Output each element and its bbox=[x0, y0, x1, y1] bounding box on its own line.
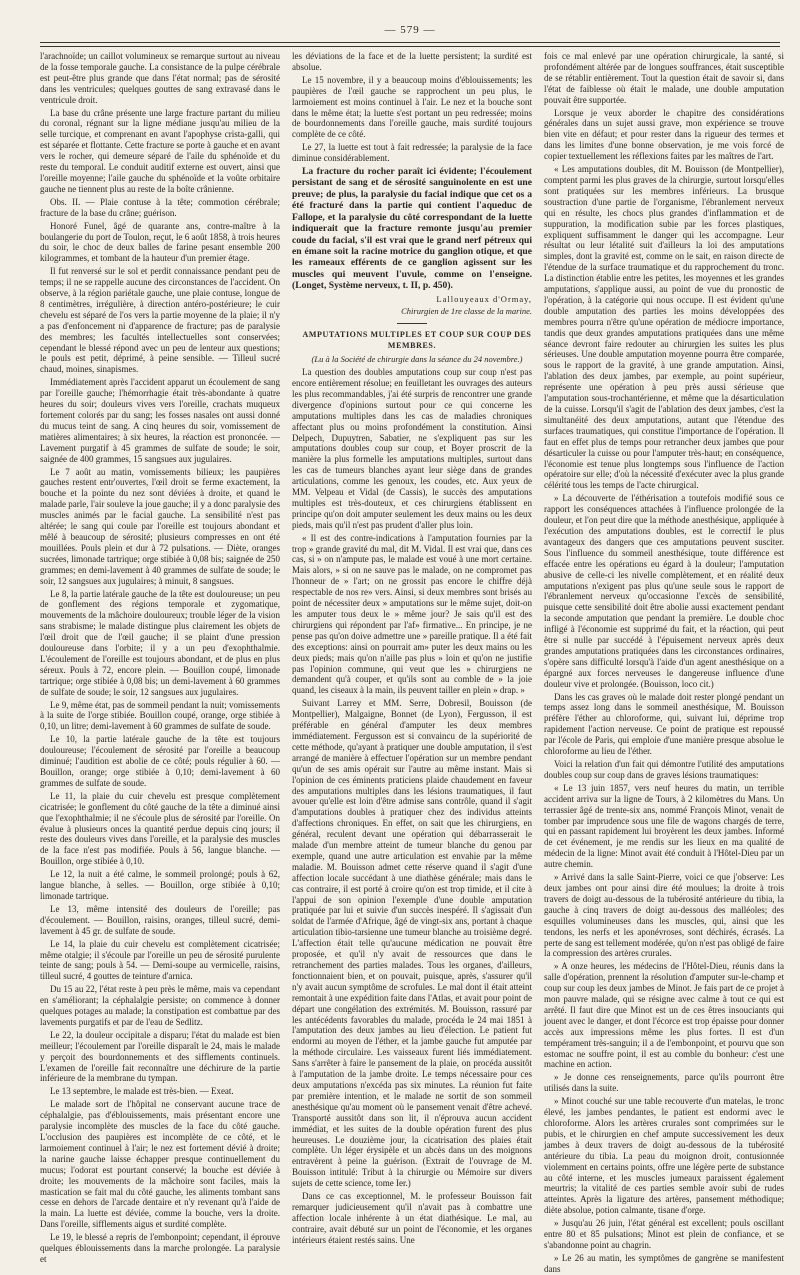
quotation-paragraph: » Minot couché sur une table recouverte d'un matelas, le tronc élevé, les jambes pendantes, le patient est endormi avec le chloroforme. Alors les artères crurales sont comprimées sur le pubis, et le chirurgien en chef ampute successivement les deux jambes à deux travers de doigt au-dessous de la tubérosité antérieure du tibia. La peau du moignon droit, contusionnée violemment en certains points, offre une légère perte de substance au côté interne, et les muscles jumeaux paraissent également meurtris; la vitalité de ces parties semble avoir subi de rudes atteintes. Après la ligature des artères, pansement méthodique; diète absolue, potion calmante, tisane d'orge. bbox=[544, 1096, 784, 1216]
column-middle bbox=[292, 51, 532, 1245]
text-paragraph: Le 13 septembre, le malade est très-bien. — Exeat. bbox=[50, 1086, 234, 1097]
quotation-paragraph: » A onze heures, les médecins de l'Hôtel-Dieu, réunis dans la salle d'opération, prennent la résolution d'amputer sur-le-champ et coup sur coup les deux jambes de Minot. Je fais part de ce projet à mon pauvre malade, qui se résigne avec calme à tout ce qui est arrêté. Il faut dire que Minot est un de ces êtres insouciants qui jouent avec le danger, et dont l'écorce est trop épaisse pour donner accès aux impressions même les plus fortes. Il est d'un tempérament très-sanguin; il a de l'embonpoint, et pourvu que son estomac ne souffre point, il est au comble du bonheur: c'est une machine en action. bbox=[544, 961, 784, 1070]
text-paragraph: l'arachnoïde; un caillot volumineux se remarque surtout au niveau de la fosse temporale gauche. La consistance de la pulpe cérébrale est peut-être plus grande que dans l'état normal; pas de sérosité dans les ventricules; quelques gouttes de sang extravasé dans le ventricule droit. bbox=[40, 51, 280, 105]
text-paragraph: fois ce mal enlevé par une opération chirurgicale, la santé, si profondément altérée par de longues souffrances, était susceptible de se rétablir entièrement. Tout la question était de savoir si, dans l'état de faiblesse où était le malade, une double amputation pouvait être supportée. bbox=[544, 51, 784, 105]
text-paragraph: les déviations de la face et de la luette persistent; la surdité est absolue. bbox=[292, 51, 532, 72]
text-paragraph: Honoré Funel, âgé de quarante ans, contre-maître à la boulangerie du port de Toulon, reçut, le 6 août 1858, à trois heures du soir, le choc de deux balles de farine pesant ensemble 200 kilogrammes, et tombant de la hauteur d'un premier étage. bbox=[40, 220, 280, 264]
quotation-paragraph: « Il est des contre-indications à l'amputation fournies par la trop » grande gravité du mal, dit M. Vidal. Il est vrai que, dans ces cas, si » on n'ampute pas, le malade est voué à une mort certaine. Mais alors, » si on ne sauve pas le malade, on ne compromet pas l'honneur de » l'art; on ne grossit pas encore le chiffre déjà respectable de nos re» vers. Ainsi, si deux membres sont brisés au point de nécessiter deux » amputations sur le même sujet, doit-on les amputer tous deux le » même jour? Je sais qu'il est des chirurgiens qui répondent par l'af» firmative... En principe, je ne pense pas qu'on doive admettre une » pareille pratique. Il a été fait des exceptions: ainsi on pourrait am» puter les deux mains ou les deux pieds; mais qu'on n'aille pas plus » loin et qu'on ne justifie pas l'opinion commune, qui veut que les » chirurgiens ne demandent qu'à couper, et qu'ils sont au comble de » la joie quand, les ciseaux à la main, ils peuvent tailler en plein » drap. » bbox=[292, 532, 532, 696]
text-paragraph: Lorsque je veux aborder le chapitre des considérations générales dans un sujet aussi grave, mon expérience se trouve bien vite en défaut; et pour rester dans la rigueur des termes et dans les limites d'une bonne observation, je me vois forcé de copier textuellement les réflexions faites par les maîtres de l'art. bbox=[544, 107, 784, 162]
header-rule-thick bbox=[40, 42, 780, 43]
section-divider bbox=[397, 323, 427, 324]
page-number: — 579 — bbox=[384, 24, 436, 36]
quotation-paragraph: « Les amputations doubles, dit M. Bouisson (de Montpellier), comptent parmi les plus graves de la chirurgie, surtout lorsqu'elles sont pratiquées sur les membres inférieurs. La brusque soustraction d'une partie de l'organisme, l'ébranlement nerveux qui en résulte, les chocs plus grandes d'inflammation et de suppuration, la modification subie par les forces plastiques, expliquent suffisamment le danger qui les accompagne. Leur résultat ou leur létalité suit d'ailleurs la loi des amputations simples, dont la gravité est, comme on le sait, en raison directe de l'étendue de la surface traumatique et du rapprochement du tronc. La distinction établie entre les petites, les moyennes et les grandes amputations, s'applique aussi, au point de vue du pronostic de l'opération, à la catégorie qui nous occupe. Il est évident qu'une double amputation des parties les moins développées des membres pourra n'être qu'une opération de médiocre importance, tandis que deux grandes amputations pratiquées dans une même séance devront faire redouter au chirurgien les suites les plus sérieuses. Une double amputation moyenne pourra être comparée, sous le rapport de la gravité, à une grande amputation. Ainsi, l'ablation des deux jambes, par exemple, au point supérieur, représente une opération à peu près aussi sérieuse que l'amputation sous-trochantérienne, et même que la désarticulation de la cuisse. Lorsqu'il s'agit de l'ablation des deux jambes, c'est la simultanéité des deux amputations, autant que l'étendue des surfaces traumatiques, qui constitue l'importance de l'opération. Il faut en effet plus de temps pour retrancher deux jambes que pour désarticuler la cuisse ou pour l'amputer très-haut; en conséquence, l'économie est tenue plus longtemps sous l'influence de l'action opératoire sur elle; d'où la nécessité d'exécuter avec la plus grande célérité tous les temps de l'acte chirurgical. bbox=[544, 164, 784, 491]
section-title: AMPUTATIONS MULTIPLES ET COUP SUR COUP DES MEMBRES. bbox=[302, 330, 532, 351]
text-paragraph: Le 19, le blessé a repris de l'embonpoint; cependant, il éprouve quelques éblouissements dans la marche prolongée. La paralysie et bbox=[40, 1232, 280, 1264]
text-paragraph: Le 14, la plaie du cuir chevelu est complètement cicatrisée; même otalgie; il s'écoule par l'oreille un peu de sérosité purulente teinte de sang; pouls à 54. — Demi-soupe au vermicelle, raisins, tilleul sucré, 4 gouttes de teinture d'arnica. bbox=[40, 938, 280, 982]
text-paragraph: Le 11, la plaie du cuir chevelu est presque complètement cicatrisée; le gonflement du côté gauche de la tête a diminué ainsi que l'exophthalmie; il ne s'écoule plus de sérosité par l'oreille. On évalue à plusieurs onces la quantité perdue depuis cinq jours; il reste des douleurs vives dans l'oreille, et la paralysie des muscles de la face n'est pas modifiée. Pouls à 56, langue blanche. — Bouillon, orge stibiée à 0,10. bbox=[40, 790, 280, 867]
observation-heading: Obs. II. — Plaie contuse à la tête; commotion cérébrale; fracture de la base du crâne; guérison. bbox=[40, 196, 280, 218]
author-signature: Lallouyeaux d'Ormay, bbox=[436, 293, 532, 304]
text-paragraph: Le malade sort de l'hôpital ne conservant aucune trace de céphalalgie, pas d'éblouissements, mais présentant encore une paralysie incomplète des muscles de la face du côté gauche. L'occlusion des paupières est incomplète de ce côté, et le larmoiement continuel à l'air; le nez est fortement dévié à droite; la narine gauche laisse échapper presque continuellement du mucus; l'odorat est pourtant conservé; la bouche est déviée à droite; les mouvements de la mâchoire sont faciles, mais la mastication se fait mal du côté gauche, les aliments tombant sans cesse en dehors de l'arcade dentaire et n'y revenant qu'à l'aide de la main. La luette est déviée, comme la bouche, vers la droite. Dans l'oreille, sifflements aigus et surdité complète. bbox=[40, 1099, 280, 1230]
text-paragraph: Le 22, la douleur occipitale a disparu; l'état du malade est bien meilleur; l'écoulement par l'oreille disparaît le 24, mais le malade y perçoit des bourdonnements et des sifflements continuels. L'examen de l'oreille fait reconnaître une déchirure de la partie inférieure de la membrane du tympan. bbox=[40, 1029, 280, 1084]
page-header bbox=[40, 4, 780, 42]
text-paragraph: Le 13, même intensité des douleurs de l'oreille; pas d'écoulement. — Bouillon, raisins, oranges, tilleul sucré, demi-lavement à 45 gr. de sulfate de soude. bbox=[40, 903, 280, 936]
text-paragraph: Le 27, la luette est tout à fait redressée; la paralysie de la face diminue considérablement. bbox=[292, 142, 532, 164]
text-paragraph: La question des doubles amputations coup sur coup n'est pas encore entièrement résolue; en feuilletant les ouvrages des auteurs les plus recommandables, j'ai été surpris de rencontrer une grande divergence d'opinions surtout pour ce qui concerne les amputations multiples dans les cas de maladies chroniques affectant plus ou moins profondément la constitution. Ainsi Delpech, Dupuytren, Sabatier, ne s'expliquent pas sur les amputations doubles coup sur coup, et Boyer proscrit de la manière la plus formelle les amputations multiples, surtout dans les cas de tumeurs blanches ayant leur siège dans de grandes articulations, comme les genoux, les coudes, etc. Aux yeux de MM. Velpeau et Vidal (de Cassis), le succès des amputations multiples est très-douteux, et ces chirurgiens établissent en principe qu'on doit amputer seulement les deux mains ou les deux pieds, mais qu'il n'est pas prudent d'aller plus loin. bbox=[292, 367, 532, 530]
text-paragraph: Dans ce cas exceptionnel, M. le professeur Bouisson fait remarquer judicieusement qu'il n'avait pas à combattre une affection locale inhérente à un état diathésique. Le mal, au contraire, avait débuté sur un point de l'économie, et les organes intérieurs étaient restés sains. Une bbox=[292, 1191, 532, 1245]
text-paragraph: Le 7 août au matin, vomissements bilieux; les paupières gauches restent entr'ouvertes, l'œil droit se ferme exactement, la bouche et la pointe du nez sont déviées à droite, et quand le malade parle, l'air souleve la joue gauche; il y a donc paralysie des muscles animés par le facial gauche. La sensibilité n'est pas altérée; le sang qui coule par l'oreille est toujours abondant et mêlé à beaucoup de sérosité; plusieurs compresses en ont été mouillées. Pouls plein et dur à 72 pulsations. — Diète, oranges sucrées, limonade tartrique; orge stibiée à 0,08 bis; saignée de 250 grammes; en demi-lavement à 40 grammes de sulfate de soude; le soir, 12 sangsues aux jugulaires; à minuit, 8 sangsues. bbox=[40, 466, 280, 586]
column-left bbox=[40, 51, 280, 1264]
header-rule-thin bbox=[40, 46, 780, 47]
text-paragraph: Le 12, la nuit a été calme, le sommeil prolongé; pouls à 62, langue blanche, à selles. — Bouillon, orge stibiée à 0,10; limonade tartrique. bbox=[40, 869, 280, 901]
quotation-paragraph: » Arrivé dans la salle Saint-Pierre, voici ce que j'observe: Les deux jambes ont pour ainsi dire été moulues; la droite à trois travers de doigt au-dessous de la tubérosité antérieure du tibia, la gauche à cinq travers de doigt au-dessous des malléoles; des esquilles volumineuses dans les muscles, qui, ainsi que les tendons, les nerfs et les aponévroses, sont déchirés, écrasés. La perte de sang est tellement modérée, qu'on n'est pas obligé de faire la compression des artères crurales. bbox=[544, 872, 784, 959]
text-paragraph: Dans les cas graves où le malade doit rester plongé pendant un temps assez long dans le sommeil anesthésique, M. Bouisson préfère l'éther au chloroforme, qui, suivant lui, déprime trop rapidement l'action nerveuse. Ce point de pratique est repoussé par l'école de Paris, qui emploie d'une manière presque absolue le chloroforme au lieu de l'éther. bbox=[544, 691, 784, 757]
text-paragraph: Voici la relation d'un fait qui démontre l'utilité des amputations doubles coup sur coup dans de graves lésions traumatiques: bbox=[544, 759, 784, 780]
conclusion-paragraph: La fracture du rocher paraît ici évidente; l'écoulement persistant de sang et de sérosité sanguinolente en est une preuve; de plus, la paralysie du facial indique que cet os a été fracturé dans la partie qui contient l'aqueduc de Fallope, et la paralysie du côté correspondant de la luette indiquerait que la fracture remonte jusqu'au premier coude du facial, s'il est vrai que le grand nerf pétreux qui en émane soit la racine motrice du ganglion otique, et que les rameaux efférents de ce ganglion agissent sur les muscles qui meuvent l'uvule, comme on l'enseigne. (Longet, Système nerveux, t. II, p. 450). bbox=[292, 166, 532, 292]
text-paragraph: Suivant Larrey et MM. Serre, Dobresil, Bouisson (de Montpellier), Malgaigne, Bonnet (de Lyon), Fergusson, il est préférable en général d'amputer les deux membres immédiatement. Fergusson est si convaincu de la supériorité de cette méthode, qu'ayant à pratiquer une double amputation, il s'est arrangé de manière à effectuer l'opération sur un membre pendant qu'un de ses amis opérait sur l'autre au même instant. Mais si l'opinion de ces éminents praticiens plaide chaudement en faveur des amputations multiples dans les lésions traumatiques, il faut avouer qu'elle est loin d'être admise sans contrôle, quand il s'agit d'amputations doubles à pratiquer chez des individus atteints d'affections chroniques. En effet, on sait que les chirurgiens, en général, reculent devant une opération qui débarrasserait le malade d'un membre atteint de tumeur blanche du genou par exemple, quand une autre articulation est envahie par la même maladie. M. Bouisson admet cette réserve quand il s'agit d'une affection locale succédant à une diathèse générale; mais dans le cas contraire, il est porté à croire qu'on est trop timide, et il cite à l'appui de son opinion l'exemple d'une double amputation pratiquée par lui et suivie d'un succès inespéré. Il s'agissait d'un soldat de l'armée d'Afrique, âgé de vingt-six ans, portant à chaque articulation tibio-tarsienne une tumeur blanche au troisième degré. L'affection était telle qu'aucune médication ne pouvait être proposée, et qu'il n'y avait de ressources que dans le retranchement des parties malades. Tous les organes, d'ailleurs, fonctionnaient bien, et on pouvait, puisque, après, s'assurer qu'il n'y avait aucun symptôme de scrofules. Le mal dont il était atteint remontait à une expédition faite dans l'Atlas, et avait pour point de départ une congélation des extrémités. M. Bouisson, rassuré par les antécédents favorables du malade, procéda le 24 mai 1851 à l'amputation des deux jambes au lieu d'élection. Le patient fut endormi au moyen de l'éther, et la jambe gauche fut amputée par la méthode circulaire. Les vaisseaux furent liés immédiatement. Sans s'arrêter à faire le pansement de la plaie, on procéda aussitôt à l'amputation de la jambe droite. Le temps nécessaire pour ces deux amputations n'excéda pas six minutes. La réunion fut faite par première intention, et le malade ne sortit de son sommeil anesthésique qu'au moment où le pansement venait d'être achevé. Transporté aussitôt dans son lit, il n'éprouva aucun accident immédiat, et les suites de la double opération furent des plus heureuses. Le douzième jour, la cicatrisation des plaies était complète. Un léger érysipèle et un abcès dans un des moignons entravèrent à peine la guérison. (Extrait de l'ouvrage de M. Bouisson intitulé: Tribut à la chirurgie ou Mémoire sur divers sujets de cette science, tome Ier.) bbox=[292, 698, 532, 1189]
text-paragraph: Le 15 novembre, il y a beaucoup moins d'éblouissements; les paupières de l'œil gauche se rapprochent un peu plus, le larmoiement est moins continuel à l'air. Le nez et la bouche sont dans le même état; la luette s'est portant un peu redressée; moins de bourdonnements dans l'oreille gauche, mais surdité toujours complète de ce côté. bbox=[292, 74, 532, 140]
text-paragraph: Du 15 au 22, l'état reste à peu près le même, mais va cependant en s'améliorant; la céphalalgie persiste; on commence à donner quelques potages au malade; la constipation est combattue par des lavements purgatifs et par de l'eau de Sedlitz. bbox=[40, 984, 280, 1027]
quotation-paragraph: » La découverte de l'éthérisation a toutefois modifié sous ce rapport les conséquences attachées à l'influence prolongée de la douleur, et l'on peut dire que la méthode anesthésique, appliquée à l'exécution des amputations doubles, est le correctif le plus avantageux des dangers que ces amputations peuvent susciter. Sous l'influence du sommeil anesthésique, toute différence est effacée entre les opérations eu égard à la douleur; l'amputation abusive de celle-ci les nivelle complètement, et en réalité deux amputations n'exigent pas plus qu'une seule sous le rapport de l'ébranlement nerveux qu'occasionne l'excès de sensibilité, puisque cette sensibilité doit être abolie aussi exactement pendant la seconde amputation que pendant la première. Le double choc infligé à l'économie est supprimé du fait, et la réaction, qui peut être si nulle par succédé à l'épuisement nerveux après deux grandes amputations pratiquées dans les circonstances ordinaires, s'opère sans difficulté lorsqu'à l'aide d'un agent anesthésique on a épargné aux forces nerveuses le dangereuse influence d'une douleur vive et prolongée. (Bouisson, loco cit.) bbox=[544, 493, 784, 689]
column-right bbox=[544, 51, 784, 1274]
text-paragraph: Immédiatement après l'accident apparut un écoulement de sang par l'oreille gauche; l'hémorrhagie était très-abondante à quatre heures du soir; douleurs vives vers l'oreille, crachats muqueux fortement colorés par du sang; les fosses nasales ont aussi donné du mucus teint de sang. A cinq heures du soir, vomissement de matières alimentaires; à six heures, la réaction est prononcée. — Lavement purgatif à 45 grammes de sulfate de soude; le soir, saignée de 400 grammes, 15 sangsues aux jugulaires. bbox=[40, 377, 280, 464]
quotation-paragraph: » Le 26 au matin, les symptômes de gangrène se manifestent dans bbox=[544, 1252, 784, 1274]
text-paragraph: Le 8, la partie latérale gauche de la tête est douloureuse; un peu de gonflement des régions temporale et zygomatique, mouvements de la mâchoire douloureux; trouble léger de la vision sans strabisme; le malade distingue plus clairement les objets de l'œil droit que de l'œil gauche; il se plaint d'une pression douloureuse dans l'orbite; il y a un peu d'exophthalmie. L'écoulement de l'oreille est toujours abondant, et de plus en plus séreux. Pouls à 72, encore plein. — Bouillon coupé, limonade tartrique; orge stibiée à 0,08 bis; un demi-lavement à 60 grammes de sulfate de soude; le soir, 12 sangsues aux jugulaires. bbox=[40, 588, 280, 697]
text-paragraph: Il fut renversé sur le sol et perdit connaissance pendant peu de temps; il ne se rappelle aucune des circonstances de l'accident. On observe, à la région pariétale gauche, une plaie contuse, longue de 8 centimètres, irrégulière, à direction antéro-postérieure; le cuir chevelu est séparé de l'os vers la partie moyenne de la plaie; il n'y a pas d'enfoncement ni d'apparence de fracture; pas de paralysie des membres; les facultés intellectuelles sont conservées; cependant le blessé répond avec un peu de lenteur aux questions; le pouls est petit, déprimé, à peine sensible. — Tilleul sucré chaud, moines, sinapismes. bbox=[40, 266, 280, 375]
author-role: Chirurgien de 1re classe de la marine. bbox=[401, 306, 532, 317]
quotation-paragraph: « Le 13 juin 1857, vers neuf heures du matin, un terrible accident arriva sur la ligne de Tours, à 2 kilomètres du Mans. Un terrassier âgé de trente-six ans, nommé François Minot, venait de tomber par imprudence sous une file de wagons chargés de terre, qui en passant rapidement lui broyèrent les deux jambes. Informé de cet événement, je me rendis sur les lieux en ma qualité de médecin de la ligne: Minot avait été conduit à l'Hôtel-Dieu par un autre chemin. bbox=[544, 782, 784, 870]
text-paragraph: La base du crâne présente une large fracture partant du milieu du coronal, régnant sur la ligne médiane jusqu'au milieu de la selle turcique, et comprenant en avant l'apophyse crista-galli, qui est séparée et flottante. Cette fracture se porte à gauche et en avant vers le rocher, qui demeure séparé de l'aile du sphénoïde et du reste du temporal. Le conduit auditif externe est ouvert, ainsi que l'oreille moyenne; l'aile gauche du sphénoïde et la voûte orbitaire gauche ne tiennent plus au reste de la boîte crânienne. bbox=[40, 107, 280, 194]
text-paragraph: Le 9, même état, pas de sommeil pendant la nuit; vomissements à la suite de l'orge stibiée. Bouillon coupé, orange, orge stibiée à 0,10, un litre; demi-lavement à 60 grammes de sulfate de soude. bbox=[40, 699, 280, 732]
section-subtitle: (Lu à la Société de chirurgie dans la séance du 24 novembre.) bbox=[311, 354, 523, 365]
quotation-paragraph: » Jusqu'au 26 juin, l'état général est excellent; pouls oscillant entre 80 et 85 pulsations; Minot est plein de confiance, et se s'abandonne point au chagrin. bbox=[544, 1218, 784, 1250]
text-paragraph: Le 10, la partie latérale gauche de la tête est toujours douloureuse; l'écoulement de sérosité par l'oreille a beaucoup diminué; l'audition est abolie de ce côté; pouls régulier à 60. — Bouillon, orange; orge stibiée à 0,10; demi-lavement à 60 grammes de sulfate de soude. bbox=[40, 734, 280, 788]
quotation-paragraph: » Je donne ces renseignements, parce qu'ils pourront être utilisés dans la suite. bbox=[544, 1072, 784, 1094]
